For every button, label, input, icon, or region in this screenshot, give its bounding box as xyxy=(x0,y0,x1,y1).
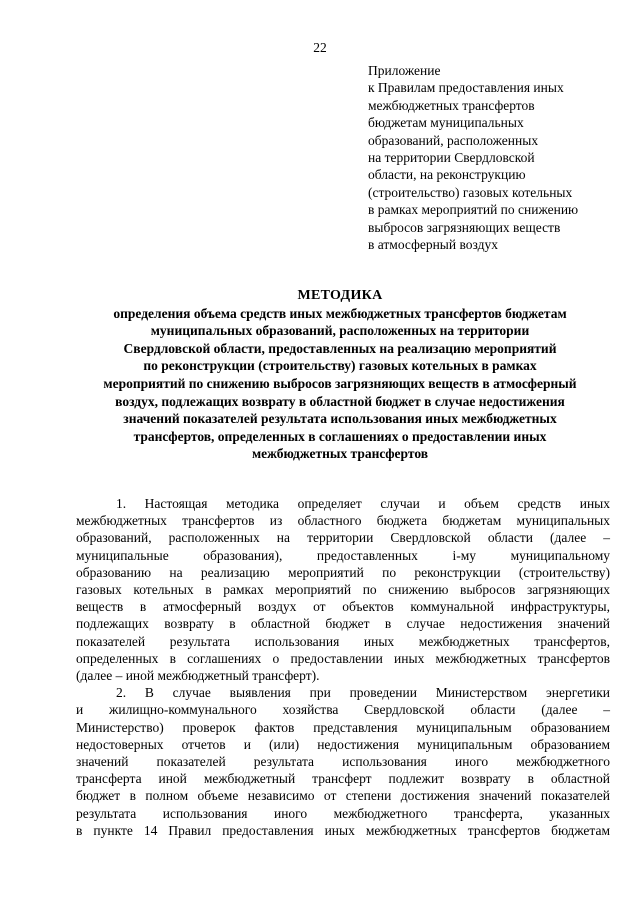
title-line: определения объема средств иных межбюджетных трансфертов бюджетам xyxy=(113,305,567,321)
document-title xyxy=(70,287,610,463)
paragraph-line: (далее – иной межбюджетный трансферт). xyxy=(76,668,320,684)
paragraph-line: газовых котельных в рамках мероприятий по снижению выбросов загрязняющих xyxy=(76,582,610,598)
paragraph-line: трансферта иной межбюджетный трансферт подлежит возврату в областной xyxy=(76,771,610,787)
paragraph-line: образованию на реализацию мероприятий по реконструкции (строительству) xyxy=(76,564,610,580)
title-line: по реконструкции (строительству) газовых котельных в рамках xyxy=(143,358,537,374)
paragraph-line: муниципальные образования), предоставленных i-му муниципальному xyxy=(76,547,610,563)
title-line: значений показателей результата использования иных межбюджетных xyxy=(123,411,557,427)
paragraph-line: и жилищно-коммунального хозяйства Свердловской области (далее – xyxy=(76,702,610,718)
paragraph-line: Министерство) проверок фактов представления муниципальным образованием xyxy=(76,719,610,735)
paragraph-line: 1. Настоящая методика определяет случаи и объем средств иных xyxy=(116,496,610,511)
paragraph-line: 2. В случае выявления при проведении Министерством энергетики xyxy=(116,685,610,701)
appendix-line: Приложение xyxy=(368,63,441,78)
paragraph-line: показателей результата использования иных межбюджетных трансфертов, xyxy=(76,633,610,649)
document-body xyxy=(76,495,610,839)
title-line: Свердловской области, предоставленных на реализацию мероприятий xyxy=(123,340,557,356)
title-line: воздух, подлежащих возврату в областной бюджет в случае недостижения xyxy=(115,393,565,409)
appendix-line: к Правилам предоставления иных xyxy=(368,80,564,96)
appendix-line: в рамках мероприятий по снижению xyxy=(368,202,579,218)
appendix-line: межбюджетных трансфертов xyxy=(368,97,535,113)
title-line: муниципальных образований, расположенных на территории xyxy=(150,323,530,339)
title-line: трансфертов, определенных в соглашениях о предоставлении иных xyxy=(133,428,547,444)
title-heading: МЕТОДИКА xyxy=(297,288,383,303)
appendix-line: образований, расположенных xyxy=(368,132,539,148)
paragraph-1 xyxy=(76,495,610,684)
paragraph-line: в пункте 14 Правил предоставления иных межбюджетных трансфертов бюджетам xyxy=(76,822,610,838)
appendix-line: бюджетам муниципальных xyxy=(368,115,524,131)
paragraph-line: определенных в соглашениях о предоставлении иных межбюджетных трансфертов xyxy=(76,650,610,666)
title-line: мероприятий по снижению выбросов загрязняющих веществ в атмосферный xyxy=(103,375,577,391)
appendix-line: выбросов загрязняющих веществ xyxy=(368,219,561,235)
appendix-line: в атмосферный воздух xyxy=(368,237,498,253)
paragraph-line: межбюджетных трансфертов из областного бюджета бюджетам муниципальных xyxy=(76,513,610,529)
paragraph-line: недостоверных отчетов и (или) недостижения муниципальным образованием xyxy=(76,736,610,752)
paragraph-line: бюджет в полном объеме независимо от степени достижения значений показателей xyxy=(76,788,610,804)
page-number: 22 xyxy=(313,40,327,55)
appendix-line: области, на реконструкцию xyxy=(368,167,526,183)
appendix-line: (строительство) газовых котельных xyxy=(368,184,573,200)
paragraph-line: образований, расположенных на территории Свердловской области (далее – xyxy=(76,530,610,546)
paragraph-line: результата использования иного межбюджетного трансферта, указанных xyxy=(76,805,610,821)
paragraph-2 xyxy=(76,684,610,839)
paragraph-line: значений показателей результата использования иного межбюджетного xyxy=(76,754,610,770)
paragraph-line: веществ в атмосферный воздух от объектов коммунальной инфраструктуры, xyxy=(76,599,610,615)
title-line: межбюджетных трансфертов xyxy=(251,446,429,462)
appendix-note xyxy=(368,62,618,253)
appendix-line: на территории Свердловской xyxy=(368,150,535,166)
paragraph-line: подлежащих возврату в областной бюджет в случае недостижения значений xyxy=(76,616,610,632)
